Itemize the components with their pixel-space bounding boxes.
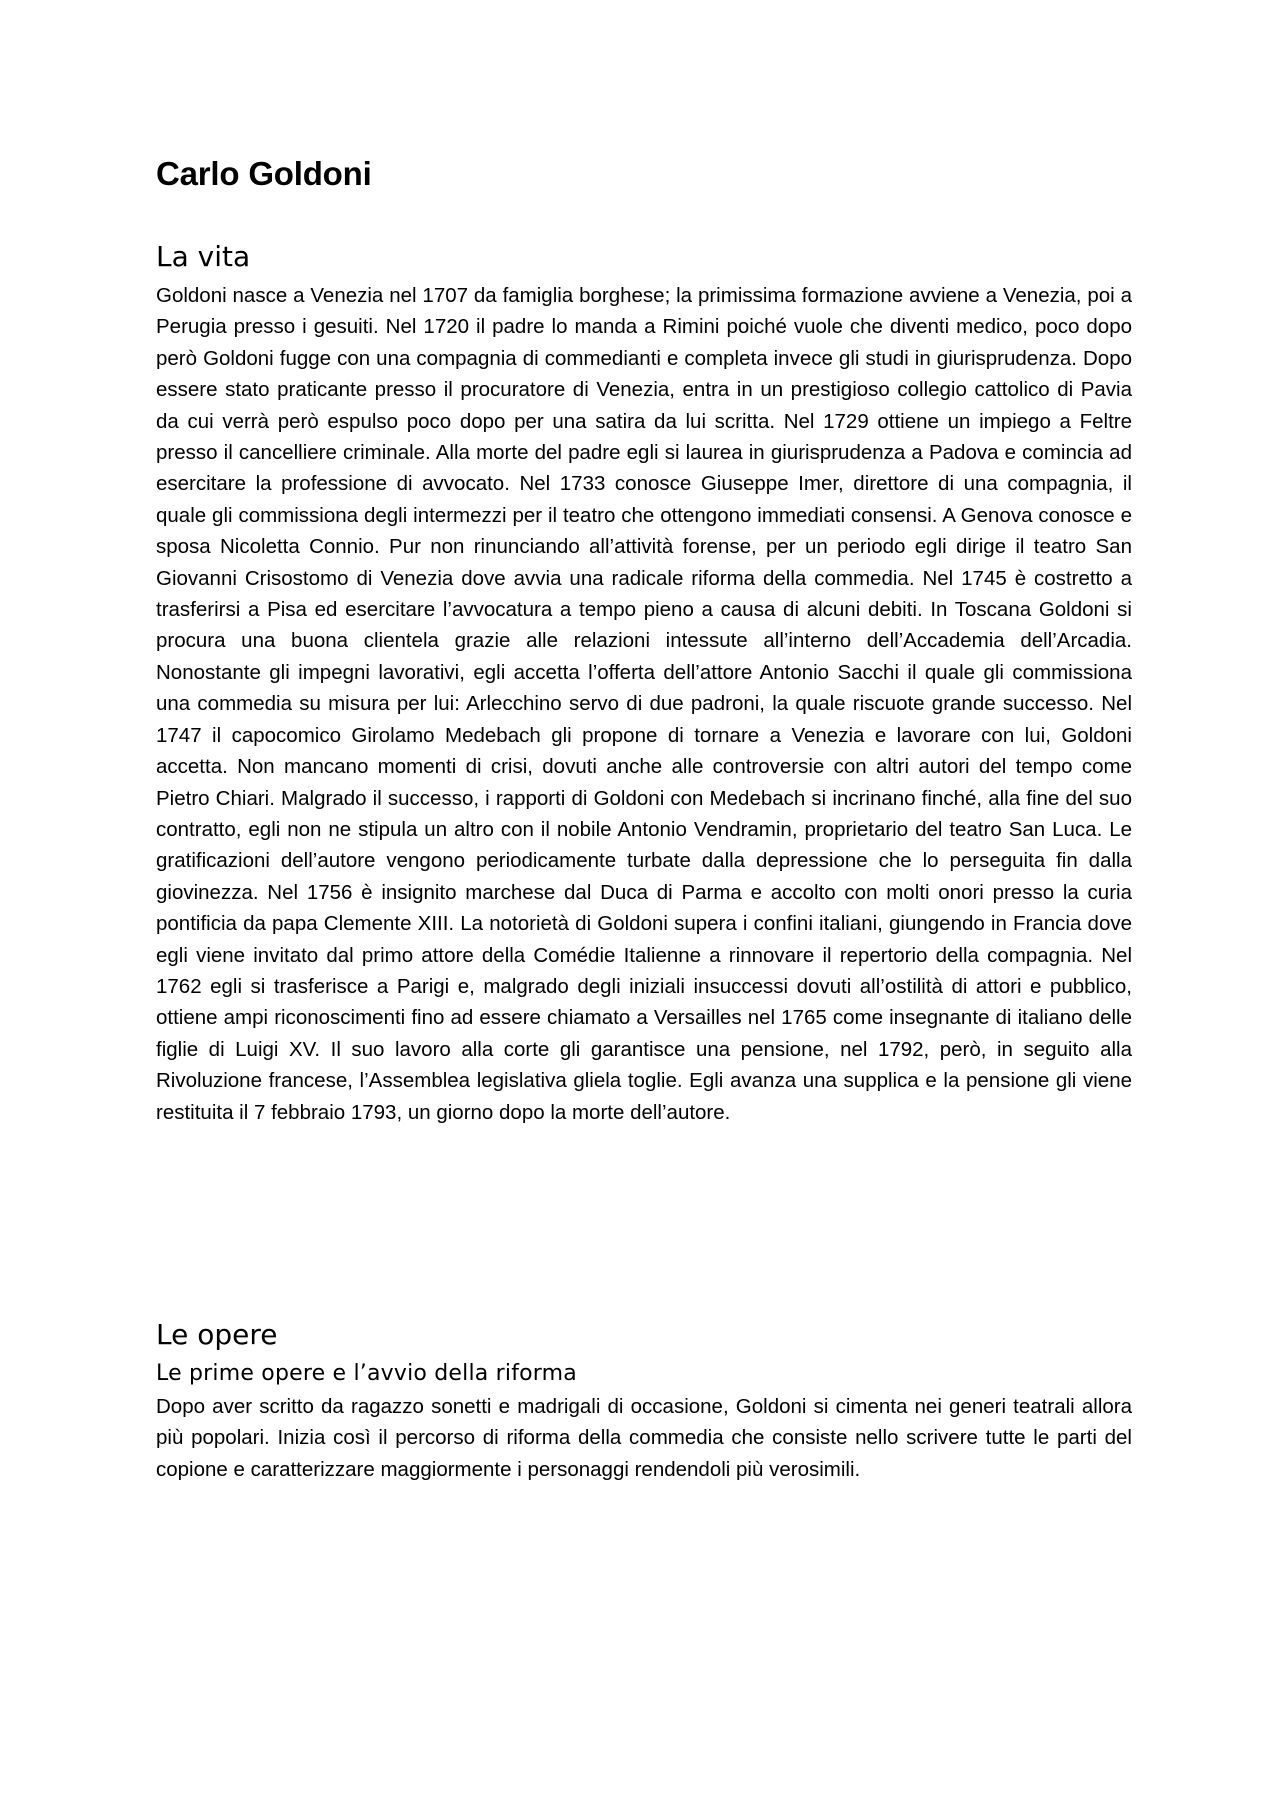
section-heading-le-opere: Le opere [156,1318,278,1351]
section-heading-la-vita: La vita [156,240,251,273]
subsection-paragraph-prime-opere: Dopo aver scritto da ragazzo sonetti e madrigali di occasione, Goldoni si cimenta nei generi teatrali allora più popolari. Inizia così il percorso di riforma della commedia che consiste nello scrivere tutte le parti del copione e caratterizzare maggiormente i personaggi rendendoli più verosimili. [156,1395,1132,1481]
subsection-heading-prime-opere: Le prime opere e l’avvio della riforma [156,1361,577,1386]
section-paragraph-la-vita: Goldoni nasce a Venezia nel 1707 da famiglia borghese; la primissima formazione avviene a Venezia, poi a Perugia presso i gesuiti. Nel 1720 il padre lo manda a Rimini poiché vuole che diventi medico, poco dopo però Goldoni fugge con una compagnia di commedianti e completa invece gli studi in giurisprudenza. Dopo essere stato praticante presso il procuratore di Venezia, entra in un prestigioso collegio cattolico di Pavia da cui verrà però espulso poco dopo per una satira da lui scritta. Nel 1729 ottiene un impiego a Feltre presso il cancelliere criminale. Alla morte del padre egli si laurea in giurisprudenza a Padova e comincia ad esercitare la professione di avvocato. Nel 1733 conosce Giuseppe Imer, direttore di una compagnia, il quale gli commissiona degli intermezzi per il teatro che ottengono immediati consensi. A Genova conosce e sposa Nicoletta Connio. Pur non rinunciando all’attività forense, per un periodo egli dirige il teatro San Giovanni Crisostomo di Venezia dove avvia una radicale riforma della commedia. Nel 1745 è costretto a trasferirsi a Pisa ed esercitare l’avvocatura a tempo pieno a causa di alcuni debiti. In Toscana Goldoni si procura una buona clientela grazie alle relazioni intessute all’interno dell’Accademia dell’Arcadia. Nonostante gli impegni lavorativi, egli accetta l’offerta dell’attore Antonio Sacchi il quale gli commissiona una commedia su misura per lui: Arlecchino servo di due padroni, la quale riscuote grande successo. Nel 1747 il capocomico Girolamo Medebach gli propone di tornare a Venezia e lavorare con lui, Goldoni accetta. Non mancano momenti di crisi, dovuti anche alle controversie con altri autori del tempo come Pietro Chiari. Malgrado il successo, i rapporti di Goldoni con Medebach si incrinano finché, alla fine del suo contratto, egli non ne stipula un altro con il nobile Antonio Vendramin, proprietario del teatro San Luca. Le gratificazioni dell’autore vengono periodicamente turbate dalla depressione che lo perseguita fin dalla giovinezza. Nel 1756 è insignito marchese dal Duca di Parma e accolto con molti onori presso la curia pontificia da papa Clemente XIII. La notorietà di Goldoni supera i confini italiani, giungendo in Francia dove egli viene invitato dal primo attore della Comédie Italienne a rinnovare il repertorio della compagnia. Nel 1762 egli si trasferisce a Parigi e, malgrado degli iniziali insuccessi dovuti all’ostilità di attori e pubblico, ottiene ampi riconoscimenti fino ad essere chiamato a Versailles nel 1765 come insegnante di italiano delle figlie di Luigi XV. Il suo lavoro alla corte gli garantisce una pensione, nel 1792, però, in seguito alla Rivoluzione francese, l’Assemblea legislativa gliela toglie. Egli avanza una supplica e la pensione gli viene restituita il 7 febbraio 1793, un giorno dopo la morte dell’autore. [156,284,1132,1124]
document-title: Carlo Goldoni [156,155,372,192]
